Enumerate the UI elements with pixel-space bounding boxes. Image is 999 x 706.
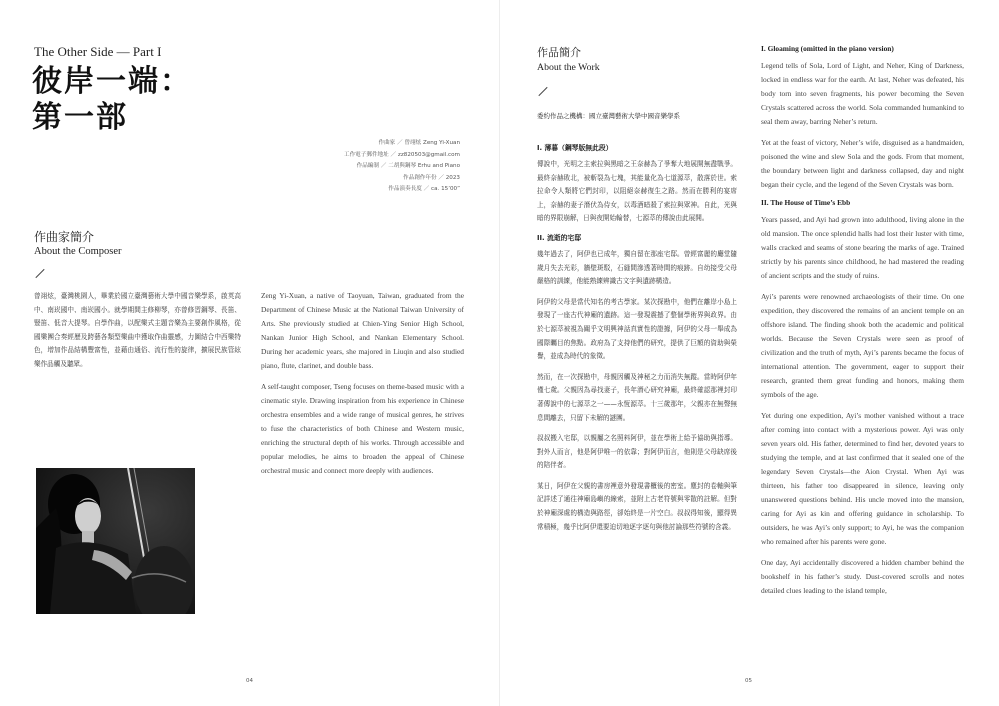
credit-line: 作品演奏長度 ／ ca. 15’00” xyxy=(388,186,460,192)
page-spine xyxy=(499,0,500,706)
paragraph-en: Ayi’s parents were renowned archaeologists of their time. On one expedition, they discovered the remains of an ancient temple on an offshore island. The finding shook both the academic and political worlds. Because the Seven Crystals were seen as proof of civilization and the truth of myth, Ayi’s parents became the focus of international attention. The government, eager to support their research, granted them great funding and honors, making them symbols of the age. xyxy=(761,292,964,399)
part-title-zh xyxy=(32,64,192,136)
work-notes-en xyxy=(761,44,964,598)
composer-photo xyxy=(36,468,195,614)
credit-line: 作品編制 ／ 二胡與鋼琴 Erhu and Piano xyxy=(356,163,460,169)
composer-heading-zh: 作曲家簡介 xyxy=(34,230,95,244)
paragraph-en: Years passed, and Ayi had grown into adulthood, living alone in the old mansion. The once splendid halls had lost their luster with time, walls cracked and seams of stone bearing the marks of age. Trained strictly by his parents since childhood, he had mastered the reading of ancient scripts and the study of ruins. xyxy=(761,215,964,280)
part-title-zh-line2: 第一部 xyxy=(32,100,128,135)
work-credits xyxy=(300,138,460,196)
section-title-en: II. The House of Time’s Ebb xyxy=(761,198,851,207)
bio-en-paragraph: A self-taught composer, Tseng focuses on theme-based music with a cinematic style. Drawing inspiration from his experience in Chinese orchestra ensembles and a wide range of musical genres, he strives to fuse the characteristics of both Chinese and Western music, enriching the structural depth of his works. Through accessible and popular melodies, he aims to broaden the appeal of Chinese orchestral music and connect more deeply with audiences. xyxy=(261,382,464,475)
about-work-heading-en: About the Work xyxy=(537,62,600,73)
page-number-right: 05 xyxy=(745,678,752,684)
section-body-zh xyxy=(537,248,737,534)
slash-divider xyxy=(35,269,44,278)
paragraph-en: Yet at the feast of victory, Neher’s wife, disguised as a handmaiden, poisoned the wine and slew Sola and the gods. From that moment, the boundary between light and darkness collapsed, day and night began their cycle, and the legend of the Seven Crystals was born. xyxy=(761,138,964,189)
commission-line: 委約作品之機構：國立臺灣藝術大學中國音樂學系 xyxy=(537,112,680,120)
composer-heading xyxy=(34,228,122,257)
paragraph-zh: 幾年過去了，阿伊也已成年，獨自留在那座宅邸。曾經富麗的廳堂隨歲月失去光彩，牆壁斑駁，石縫間滲透著時間的痕跡。自幼接受父母嚴格的訓練，他能熟練辨識古文字與遺跡構造。 xyxy=(537,249,737,286)
about-work-heading xyxy=(537,44,600,73)
paragraph-zh: 然而，在一次探勘中，母親因觸及神秘之力而消失無蹤。當時阿伊年僅七歲。父親因為尋找妻子，長年潛心研究神廟，最終確認那裡封印著傳說中的七源萃之一——永恆源萃。十三歲那年，父親亦在無聲無息間離去，只留下未解的謎團。 xyxy=(537,372,737,422)
section-body-en xyxy=(761,59,964,192)
paragraph-en: Legend tells of Sola, Lord of Light, and Neher, King of Darkness, locked in endless war for the earth. At last, Neher was defeated, his body torn into seven fragments, his power becoming the Seven Crystals scattered across the world. Sola commanded humankind to seal them away, barring Neher’s return. xyxy=(761,61,964,126)
paragraph-zh: 阿伊的父母是當代知名的考古學家。某次探勘中，他們在離岸小島上發現了一座古代神廟的遺跡。這一發現震撼了整個學術界與政界。由於七源萃被視為關乎文明興神話真實性的證據，阿伊的父母一舉成為國際矚目的焦點。政府為了支持他們的研究，提供了巨額的資助與榮譽，並成為時代的象徵。 xyxy=(537,297,737,361)
composer-bio-en xyxy=(261,289,464,478)
credit-line: 作品創作年份 ／ 2023 xyxy=(403,174,460,181)
section-title-zh: II. 流逝的宅邸 xyxy=(537,233,581,242)
section-body-zh: 傳說中，光明之主索拉與黑暗之王奈赫為了爭奪大地展開無盡戰爭。最終奈赫敗北，被斬裂為七塊，其能量化為七道源萃，散落於世。索拉命令人類將它們封印，以阻絕奈赫復生之路。然而在勝利的宴席上，奈赫的妻子潛伏為侍女，以毒酒暗殺了索拉與眾神。自此，光與暗的界限崩解，日與夜開始輪替，七源萃的傳說由此展開。 xyxy=(537,160,737,223)
part-title-zh-line1: 彼岸一端： xyxy=(32,64,192,99)
work-notes-zh xyxy=(537,142,737,534)
paragraph-zh: 某日，阿伊在父親的書房裡意外發現書櫃後的密室。塵封的卷軸與筆記詳述了通往神廟島嶼的線索，並附上古老符號與零散的註解。但對於神廟深處的構造與路徑，卻始終是一片空白。叔叔得知後，顯得異常積極，幾乎比阿伊還要迫切地逐字逐句與他討論那些符號的含義。 xyxy=(537,481,737,531)
credit-line: 工作電子郵件地址 ／ zz820503@gmail.com xyxy=(343,151,460,158)
composer-bio-zh: 曾翊炫，臺灣桃園人，畢業於國立臺灣藝術大學中國音樂學系，啟英高中、南崁國中、南崁國小。就學期間主修柳琴，亦曾修習鋼琴、長笛、豎笛、低音大提琴。自學作曲，以配樂式主題音樂為主要創作風格，從國樂團合奏經歷及跨藝各類型樂曲中獲取作曲靈感，力圖結合中西樂特色，增加作品結構豐富性，並藉由通俗、流行性的旋律，擴展民族管絃樂作品觸及聽眾。 xyxy=(34,292,241,368)
slash-divider xyxy=(538,87,547,96)
credit-line: 作曲家 ／ 曾翊炫 Zeng Yi-Xuan xyxy=(378,140,460,146)
section-title-zh: I. 薄暮（鋼琴版無此段） xyxy=(537,144,613,152)
paragraph-en: Yet during one expedition, Ayi’s mother vanished without a trace after coming into contact with a mysterious power. Ayi was only seven years old. His father, determined to find her, devoted years to studying the temple, and at last confirmed that it sealed one of the legendary Seven Crystals—the Aion Crystal. When Ayi was thirteen, his father too disappeared in silence, leaving only unanswered questions behind. His uncle moved into the mansion, caring for Ayi as kin and offering guidance in scholarship. To outsiders, he was Ayi’s only support; to Ayi, he was the companion who remained after his parents were gone. xyxy=(761,411,964,546)
section-body-en xyxy=(761,213,964,598)
composer-photo-image xyxy=(36,468,195,614)
about-work-heading-zh: 作品簡介 xyxy=(537,46,581,59)
paragraph-zh: 叔叔搬入宅邸，以親屬之名照料阿伊，並在學術上給予協助與指導。對外人而言，他是阿伊唯一的依靠；對阿伊而言，他則是父母缺席後的陪伴者。 xyxy=(537,434,737,470)
section-title-en: I. Gloaming (omitted in the piano version) xyxy=(761,44,894,53)
page-number-left: 04 xyxy=(246,678,253,684)
bio-en-paragraph: Zeng Yi-Xuan, a native of Taoyuan, Taiwan, graduated from the Department of Chinese Music at the National Taiwan University of Arts. She previously studied at Chien-Ying Senior High School, Nankan Junior High School, and Nankan Elementary School. During her academic years, she majored in Liuqin and also studied piano, flute, clarinet, and double bass. xyxy=(261,291,464,370)
part-title-en: The Other Side — Part I xyxy=(34,44,162,59)
composer-heading-en: About the Composer xyxy=(34,246,122,257)
paragraph-en: One day, Ayi accidentally discovered a hidden chamber behind the bookshelf in his father’s study. Dust-covered scrolls and notes detailed clues leading to the island temple, xyxy=(761,558,964,595)
